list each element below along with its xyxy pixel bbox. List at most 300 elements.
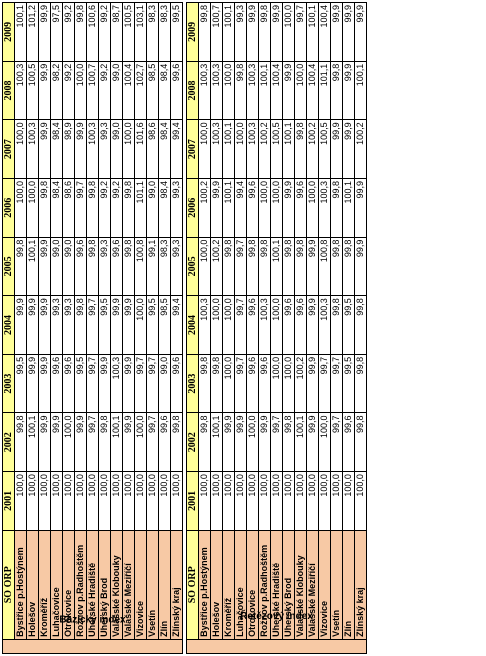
index-value: 99,9 [355, 178, 367, 237]
block-title: Řetězový index [240, 611, 313, 623]
index-value: 99,9 [111, 296, 123, 355]
index-value: 99,9 [355, 237, 367, 296]
index-value: 99,7 [235, 296, 247, 355]
index-value: 99,9 [15, 296, 27, 355]
index-value: 99,9 [259, 413, 271, 472]
index-value: 98,9 [63, 120, 75, 179]
index-value: 100,1 [211, 413, 223, 472]
index-value: 99,4 [235, 178, 247, 237]
index-value: 100,3 [87, 120, 99, 179]
index-value: 99,9 [39, 61, 51, 120]
index-value: 98,3 [159, 3, 171, 62]
index-value: 99,9 [223, 413, 235, 472]
index-value: 99,9 [307, 296, 319, 355]
region-name: Bystřice p.Hostýnem [15, 530, 27, 639]
index-value: 99,5 [171, 3, 183, 62]
index-value: 99,4 [171, 296, 183, 355]
index-value: 99,6 [247, 354, 259, 413]
index-value: 99,9 [235, 413, 247, 472]
index-value: 99,3 [51, 296, 63, 355]
index-value: 101,1 [135, 178, 147, 237]
table-row [331, 3, 343, 654]
table-row [259, 3, 271, 654]
index-value: 100,1 [111, 413, 123, 472]
index-value: 100,2 [259, 120, 271, 179]
index-value: 99,6 [75, 237, 87, 296]
index-value: 99,2 [63, 3, 75, 62]
index-value: 100,0 [319, 472, 331, 531]
column-header-year: 2008 [187, 61, 199, 120]
index-value: 100,1 [223, 3, 235, 62]
index-value: 99,9 [283, 61, 295, 120]
index-value: 99,3 [171, 178, 183, 237]
index-value: 100,0 [39, 472, 51, 531]
index-value: 99,4 [171, 120, 183, 179]
index-value: 99,6 [247, 296, 259, 355]
index-value: 99,8 [283, 413, 295, 472]
header-row [187, 3, 199, 654]
index-value: 99,1 [147, 237, 159, 296]
index-value: 99,6 [343, 413, 355, 472]
column-header-year: 2004 [187, 296, 199, 355]
index-value: 99,8 [331, 61, 343, 120]
index-value: 99,0 [147, 178, 159, 237]
index-value: 100,0 [283, 472, 295, 531]
index-value: 99,9 [343, 61, 355, 120]
table-row [223, 3, 235, 654]
index-value: 99,8 [295, 120, 307, 179]
index-value: 99,9 [39, 354, 51, 413]
table-row [283, 3, 295, 654]
index-value: 100,0 [235, 120, 247, 179]
index-value: 100,1 [27, 413, 39, 472]
index-value: 100,0 [111, 472, 123, 531]
index-value: 100,2 [199, 178, 211, 237]
index-value: 100,4 [307, 61, 319, 120]
index-value: 99,8 [343, 237, 355, 296]
index-value: 100,0 [283, 3, 295, 62]
index-value: 99,6 [259, 354, 271, 413]
column-header-region: SO ORP [187, 530, 199, 639]
index-value: 99,5 [99, 296, 111, 355]
index-value: 99,8 [331, 237, 343, 296]
index-value: 98,6 [63, 178, 75, 237]
index-value: 100,1 [307, 3, 319, 62]
index-value: 99,9 [283, 178, 295, 237]
index-value: 98,4 [159, 61, 171, 120]
index-value: 99,0 [159, 354, 171, 413]
table-row [211, 3, 223, 654]
index-value: 99,8 [39, 178, 51, 237]
index-value: 98,4 [159, 178, 171, 237]
table-row [51, 3, 63, 654]
table-row [235, 3, 247, 654]
index-value: 99,8 [99, 413, 111, 472]
index-value: 100,4 [319, 3, 331, 62]
index-value: 100,0 [63, 413, 75, 472]
index-value: 100,3 [259, 296, 271, 355]
index-value: 100,0 [135, 413, 147, 472]
index-value: 99,6 [295, 178, 307, 237]
index-value: 100,1 [15, 3, 27, 62]
index-value: 99,8 [247, 237, 259, 296]
region-name: Luhačovice [51, 530, 63, 639]
index-value: 99,8 [199, 3, 211, 62]
index-value: 100,0 [307, 472, 319, 531]
index-value: 100,6 [87, 3, 99, 62]
index-value: 100,0 [87, 472, 99, 531]
index-value: 100,1 [283, 120, 295, 179]
index-value: 99,6 [283, 296, 295, 355]
index-value: 100,0 [355, 472, 367, 531]
index-value: 100,0 [15, 472, 27, 531]
index-value: 100,0 [15, 178, 27, 237]
index-value: 100,0 [123, 120, 135, 179]
index-value: 100,0 [135, 472, 147, 531]
index-value: 100,0 [295, 472, 307, 531]
index-value: 100,0 [295, 61, 307, 120]
index-value: 99,0 [111, 120, 123, 179]
index-value: 99,9 [123, 354, 135, 413]
index-value: 100,0 [147, 472, 159, 531]
index-value: 99,9 [39, 120, 51, 179]
index-value: 99,8 [123, 237, 135, 296]
index-value: 99,8 [259, 237, 271, 296]
index-value: 99,6 [111, 237, 123, 296]
index-value: 99,9 [27, 296, 39, 355]
index-value: 98,6 [147, 120, 159, 179]
index-value: 100,0 [27, 178, 39, 237]
region-name: Luhačovice [235, 530, 247, 639]
index-value: 99,3 [63, 296, 75, 355]
index-value: 99,8 [75, 296, 87, 355]
header-row [3, 3, 15, 654]
table-row [63, 3, 75, 654]
index-value: 99,9 [123, 413, 135, 472]
index-value: 100,0 [123, 472, 135, 531]
index-value: 98,4 [51, 120, 63, 179]
column-header-year: 2004 [3, 296, 15, 355]
index-value: 99,9 [211, 178, 223, 237]
index-value: 99,9 [307, 237, 319, 296]
region-name: Bystřice p.Hostýnem [199, 530, 211, 639]
region-name: Zlínský kraj [171, 530, 183, 639]
index-value: 100,8 [135, 237, 147, 296]
index-value: 99,9 [307, 413, 319, 472]
index-value: 99,6 [159, 413, 171, 472]
index-value: 100,2 [355, 120, 367, 179]
index-value: 100,1 [27, 237, 39, 296]
region-name: Rožnov p.Radhoštěm [75, 530, 87, 639]
index-value: 99,7 [87, 296, 99, 355]
index-value: 100,0 [199, 120, 211, 179]
region-name: Otrokovice [247, 530, 259, 639]
index-value: 99,0 [51, 237, 63, 296]
table-row [159, 3, 171, 654]
index-value: 99,2 [111, 178, 123, 237]
index-value: 99,6 [247, 178, 259, 237]
region-name: Vizovice [319, 530, 331, 639]
index-value: 99,8 [355, 354, 367, 413]
index-value: 100,0 [51, 472, 63, 531]
column-header-year: 2008 [3, 61, 15, 120]
index-value: 99,5 [75, 354, 87, 413]
region-name: Vsetín [331, 530, 343, 639]
index-value: 99,9 [39, 413, 51, 472]
index-value: 100,0 [171, 472, 183, 531]
table-row [319, 3, 331, 654]
index-value: 100,3 [319, 178, 331, 237]
total-row [355, 3, 367, 654]
index-value: 100,0 [223, 472, 235, 531]
index-value: 101,1 [319, 61, 331, 120]
index-value: 99,9 [343, 3, 355, 62]
index-value: 100,1 [259, 61, 271, 120]
index-value: 99,9 [51, 413, 63, 472]
index-value: 100,0 [271, 354, 283, 413]
index-value: 99,6 [51, 354, 63, 413]
index-value: 99,8 [15, 413, 27, 472]
index-value: 100,0 [159, 472, 171, 531]
index-value: 99,8 [211, 354, 223, 413]
index-value: 103,1 [135, 3, 147, 62]
index-value: 99,9 [355, 3, 367, 62]
index-value: 100,3 [199, 296, 211, 355]
column-header-year: 2009 [3, 3, 15, 62]
index-value: 99,9 [39, 3, 51, 62]
index-value: 98,5 [159, 296, 171, 355]
table-row [27, 3, 39, 654]
index-value: 99,7 [147, 354, 159, 413]
index-value: 99,2 [63, 61, 75, 120]
table-row [147, 3, 159, 654]
index-value: 100,0 [99, 472, 111, 531]
column-header-year: 2001 [187, 472, 199, 531]
region-name: Holešov [211, 530, 223, 639]
column-header-year: 2003 [187, 354, 199, 413]
index-value: 100,0 [75, 61, 87, 120]
index-value: 99,9 [39, 296, 51, 355]
index-value: 99,8 [295, 237, 307, 296]
index-value: 99,8 [259, 3, 271, 62]
index-value: 98,4 [51, 178, 63, 237]
column-header-year: 2001 [3, 472, 15, 531]
index-value: 99,9 [99, 354, 111, 413]
table-row [247, 3, 259, 654]
index-value: 99,6 [171, 61, 183, 120]
index-value: 100,0 [319, 413, 331, 472]
index-value: 99,8 [355, 413, 367, 472]
column-header-year: 2007 [187, 120, 199, 179]
table-row [39, 3, 51, 654]
index-value: 98,2 [51, 61, 63, 120]
index-value: 99,7 [235, 237, 247, 296]
index-value: 99,9 [75, 120, 87, 179]
index-value: 99,8 [199, 413, 211, 472]
index-value: 100,1 [223, 120, 235, 179]
index-value: 100,0 [199, 237, 211, 296]
index-value: 100,0 [259, 472, 271, 531]
index-value: 99,7 [331, 413, 343, 472]
index-value: 100,1 [355, 61, 367, 120]
index-value: 99,2 [99, 61, 111, 120]
index-value: 100,0 [343, 472, 355, 531]
index-value: 102,7 [135, 61, 147, 120]
region-name: Uherské Hradiště [87, 530, 99, 639]
index-value: 100,8 [319, 237, 331, 296]
column-header-year: 2005 [187, 237, 199, 296]
region-name: Rožnov p.Radhoštěm [259, 530, 271, 639]
index-value: 100,0 [27, 472, 39, 531]
index-value: 100,7 [211, 3, 223, 62]
index-value: 99,9 [247, 3, 259, 62]
region-name: Vizovice [135, 530, 147, 639]
index-value: 100,2 [211, 237, 223, 296]
index-value: 99,8 [331, 296, 343, 355]
index-value: 99,2 [99, 178, 111, 237]
index-value: 99,6 [295, 296, 307, 355]
region-name: Kroměříž [223, 530, 235, 639]
index-value: 99,3 [99, 237, 111, 296]
index-value: 100,1 [295, 413, 307, 472]
column-header-region: SO ORP [3, 530, 15, 639]
region-name: Valašské Klobouky [111, 530, 123, 639]
region-name: Otrokovice [63, 530, 75, 639]
index-value: 99,8 [87, 178, 99, 237]
index-value: 99,9 [331, 120, 343, 179]
column-header-year: 2002 [187, 413, 199, 472]
index-value: 97,5 [51, 3, 63, 62]
index-value: 99,7 [295, 3, 307, 62]
index-value: 100,3 [199, 61, 211, 120]
index-value: 99,7 [75, 178, 87, 237]
index-value: 99,7 [271, 413, 283, 472]
table-row [271, 3, 283, 654]
index-value: 100,0 [15, 120, 27, 179]
region-name: Valašské Klobouky [295, 530, 307, 639]
index-value: 100,0 [247, 472, 259, 531]
index-value: 99,6 [171, 354, 183, 413]
index-value: 100,1 [271, 237, 283, 296]
index-value: 100,0 [75, 472, 87, 531]
index-value: 100,0 [63, 472, 75, 531]
index-value: 99,6 [63, 354, 75, 413]
index-value: 100,0 [331, 472, 343, 531]
column-header-year: 2007 [3, 120, 15, 179]
index-value: 99,7 [87, 354, 99, 413]
index-table [2, 2, 367, 654]
index-value: 99,7 [331, 354, 343, 413]
index-value: 99,3 [235, 3, 247, 62]
index-value: 100,5 [271, 120, 283, 179]
index-value: 100,0 [259, 178, 271, 237]
index-value: 99,8 [87, 237, 99, 296]
table-row [111, 3, 123, 654]
index-value: 100,3 [111, 354, 123, 413]
index-value: 99,9 [27, 354, 39, 413]
index-value: 100,0 [211, 472, 223, 531]
column-header-year: 2003 [3, 354, 15, 413]
region-name: Valašské Meziříčí [123, 530, 135, 639]
index-value: 99,8 [199, 354, 211, 413]
column-header-year: 2006 [3, 178, 15, 237]
index-value: 99,9 [75, 413, 87, 472]
index-value: 98,5 [147, 61, 159, 120]
index-value: 99,9 [343, 120, 355, 179]
region-name: Holešov [27, 530, 39, 639]
table-row [135, 3, 147, 654]
region-name: Zlín [343, 530, 355, 639]
table-row [15, 3, 27, 654]
index-value: 98,3 [147, 3, 159, 62]
index-value: 100,3 [247, 61, 259, 120]
index-value: 99,5 [147, 296, 159, 355]
table-row [307, 3, 319, 654]
table-row [123, 3, 135, 654]
index-value: 99,2 [99, 3, 111, 62]
index-value: 101,2 [27, 3, 39, 62]
index-value: 100,0 [211, 296, 223, 355]
index-value: 99,7 [135, 354, 147, 413]
index-value: 100,5 [27, 61, 39, 120]
index-value: 100,1 [223, 178, 235, 237]
column-header-year: 2005 [3, 237, 15, 296]
index-value: 99,8 [123, 178, 135, 237]
index-value: 100,1 [343, 178, 355, 237]
index-value: 99,9 [39, 237, 51, 296]
index-value: 99,9 [271, 3, 283, 62]
index-value: 99,7 [147, 413, 159, 472]
index-value: 100,4 [123, 61, 135, 120]
index-value: 100,0 [271, 472, 283, 531]
index-value: 100,0 [223, 296, 235, 355]
index-value: 100,3 [319, 296, 331, 355]
region-name: Vsetín [147, 530, 159, 639]
index-value: 100,0 [223, 354, 235, 413]
index-value: 98,4 [159, 120, 171, 179]
index-value: 99,8 [75, 3, 87, 62]
region-name: Uherský Brod [99, 530, 111, 639]
table-row [295, 3, 307, 654]
index-value: 100,0 [271, 296, 283, 355]
index-value: 99,0 [111, 61, 123, 120]
region-name: Uherský Brod [283, 530, 295, 639]
index-value: 99,8 [235, 61, 247, 120]
region-name: Zlín [159, 530, 171, 639]
index-value: 100,2 [295, 354, 307, 413]
table-row [343, 3, 355, 654]
index-value: 100,0 [283, 354, 295, 413]
region-name: Valašské Meziříčí [307, 530, 319, 639]
index-value: 100,0 [235, 472, 247, 531]
index-value: 100,4 [271, 61, 283, 120]
table-row [199, 3, 211, 654]
column-header-year: 2006 [187, 178, 199, 237]
index-value: 99,8 [223, 237, 235, 296]
index-value: 99,8 [331, 178, 343, 237]
index-value: 100,0 [307, 178, 319, 237]
index-value: 99,7 [319, 354, 331, 413]
index-value: 100,3 [15, 61, 27, 120]
index-value: 99,5 [343, 354, 355, 413]
index-value: 100,3 [247, 120, 259, 179]
column-header-year: 2002 [3, 413, 15, 472]
index-value: 99,8 [15, 237, 27, 296]
index-value: 100,7 [87, 61, 99, 120]
index-value: 99,9 [123, 296, 135, 355]
index-value: 99,3 [171, 237, 183, 296]
index-value: 100,2 [307, 120, 319, 179]
